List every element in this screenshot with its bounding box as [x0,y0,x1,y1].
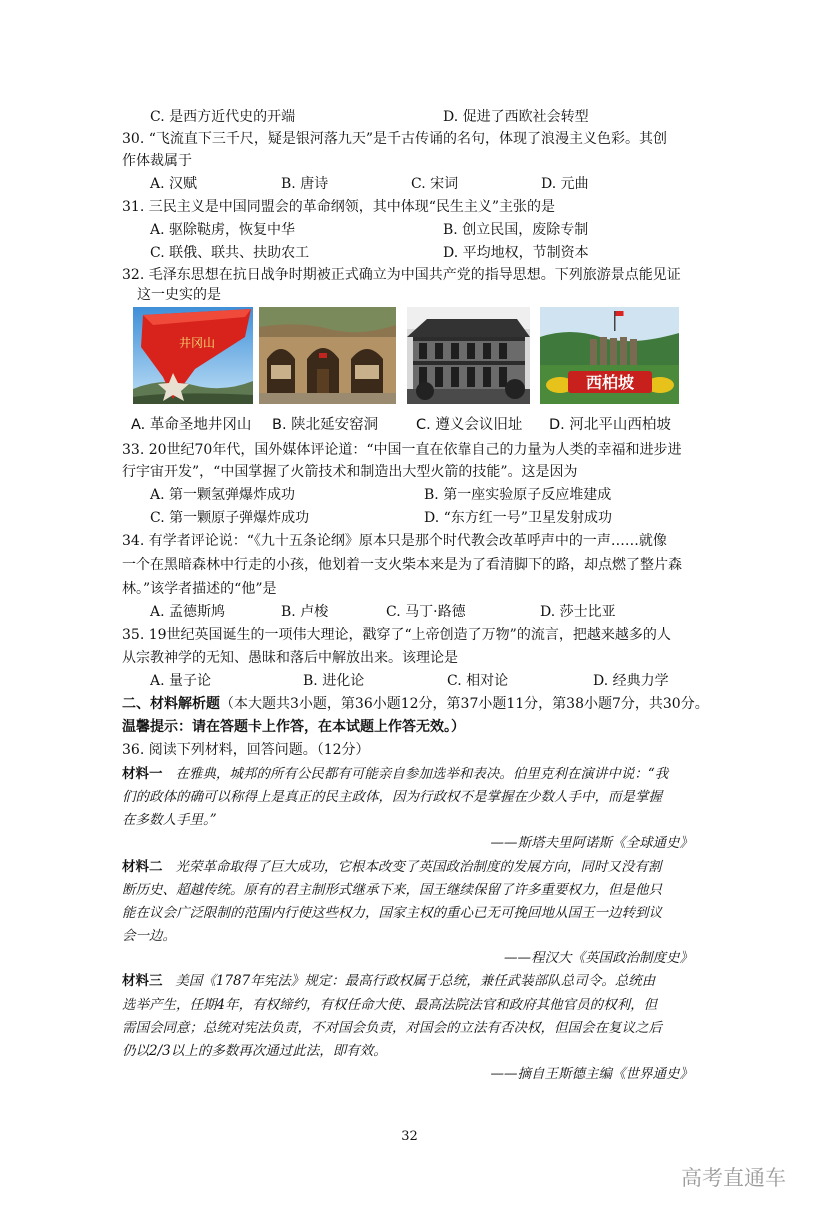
section2-heading [122,694,709,714]
material1-line2: 们的政体的确可以称得上是真正的民主政体，因为行政权不是掌握在少数人手中，而是掌握 [122,789,662,805]
q31-option-a: A. 驱除鞑虏，恢复中华 [150,222,296,238]
watermark: 高考直通车 [681,1166,786,1190]
material3-source: ——摘自王斯德主编《世界通史》 [490,1066,693,1082]
material2-line2: 断历史、超越传统。原有的君主制形式继承下来，国王继续保留了许多重要权力，但是他只 [122,882,662,898]
q31-option-b: B. 创立民国，废除专制 [443,222,589,238]
q30-stem-line1: 30. “飞流直下三千尺，疑是银河落九天”是千古传诵的名句，体现了浪漫主义色彩。其创 [122,131,668,147]
q34-option-b: B. 卢梭 [281,604,329,620]
q36-stem: 36. 阅读下列材料，回答问题。（12分） [122,742,370,758]
q35-option-a: A. 量子论 [150,673,212,689]
q34-option-d: D. 莎士比亚 [540,604,616,620]
material1-source: ——斯塔夫里阿诺斯《全球通史》 [490,835,693,851]
material2-label: 材料二 [122,859,163,875]
q33-stem-line2: 行宇宙开发”，“中国掌握了火箭技术和制造出大型火箭的技能”。这是因为 [122,464,578,480]
q30-option-a: A. 汉赋 [150,176,198,192]
q35-option-b: B. 进化论 [303,673,365,689]
q29-option-c: C. 是西方近代史的开端 [150,109,296,125]
xibaipo-sign-text: 西柏坡 [585,373,635,392]
q34-stem-line3: 林。”该学者描述的“他”是 [122,581,277,597]
material2-line3: 能在议会广泛限制的范围内行使这些权力，国家主权的重心已无可挽回地从国王一边转到议 [122,905,662,921]
material3-line2: 选举产生，任期4年，有权缔约，有权任命大使、最高法院法官和政府其他官员的权利，但 [122,997,658,1013]
q30-option-b: B. 唐诗 [281,176,329,192]
q33-option-c: C. 第一颗原子弹爆炸成功 [150,510,310,526]
q35-option-d: D. 经典力学 [593,673,669,689]
material2-source: ——程汉大《英国政治制度史》 [504,950,693,966]
q30-stem-line2: 作体裁属于 [122,153,192,169]
material3-label: 材料三 [122,973,163,989]
q34-stem-line2: 一个在黑暗森林中行走的小孩，他划着一支火柴本来是为了看清脚下的路，却点燃了整片森 [122,557,682,573]
page-number: 32 [401,1129,418,1144]
q32-stem-line2: 这一史实的是 [137,287,221,303]
material2-line1: 材料二 光荣革命取得了巨大成功，它根本改变了英国政治制度的发展方向，同时又没有割 [122,859,662,875]
q32-option-b: B. 陕北延安窑洞 [272,417,379,433]
q31-stem: 31. 三民主义是中国同盟会的革命纲领，其中体现“民生主义”主张的是 [122,199,556,215]
yanan-cave-photo [259,307,396,404]
section2-tip: 温馨提示：请在答题卡上作答，在本试题上作答无效。） [122,719,465,735]
q32-stem-line1: 32. 毛泽东思想在抗日战争时期被正式确立为中国共产党的指导思想。下列旅游景点能见证 [122,267,681,283]
q35-stem-line1: 35. 19世纪英国诞生的一项伟大理论，戳穿了“上帝创造了万物”的流言，把越来越多的人 [122,627,671,643]
q32-option-c: C. 遵义会议旧址 [416,417,523,433]
q34-option-a: A. 孟德斯鸠 [150,604,226,620]
xibaipo-photo [540,307,679,404]
q32-option-a: A. 革命圣地井冈山 [131,417,252,433]
q33-stem-line1: 33. 20世纪70年代，国外媒体评论道：“中国一直在依靠自己的力量为人类的幸福和进步进 [122,442,682,458]
q34-option-c: C. 马丁·路德 [386,604,466,620]
q35-option-c: C. 相对论 [447,673,509,689]
section2-info: （本大题共3小题，第36小题12分，第37小题11分，第38小题7分，共30分。 [220,696,709,712]
material3-line1: 材料三 美国《1787年宪法》规定：最高行政权属于总统，兼任武装部队总司令。总统由 [122,973,656,989]
q33-option-d: D. “东方红一号”卫星发射成功 [424,510,612,526]
q30-option-d: D. 元曲 [541,176,589,192]
material1-line1: 材料一 在雅典，城邦的所有公民都有可能亲自参加选举和表决。伯里克利在演讲中说：“我 [122,766,669,782]
zunyi-site-photo [407,307,530,404]
material1-line3: 在多数人手里。” [122,812,217,828]
section2-title: 二、材料解析题 [122,696,220,712]
q29-option-d: D. 促进了西欧社会转型 [443,109,589,125]
q35-stem-line2: 从宗教神学的无知、愚昧和落后中解放出来。该理论是 [122,650,458,666]
jinggangshan-photo [133,307,253,404]
material3-line3: 需国会同意；总统对宪法负责，不对国会负责，对国会的立法有否决权，但国会在复议之后 [122,1020,662,1036]
q33-option-a: A. 第一颗氢弹爆炸成功 [150,487,296,503]
material2-line4: 会一边。 [122,928,176,944]
q31-option-c: C. 联俄、联共、扶助农工 [150,245,310,261]
q31-option-d: D. 平均地权，节制资本 [443,245,589,261]
q34-stem-line1: 34. 有学者评论说：“《九十五条论纲》原本只是那个时代教会改革呼声中的一声……就像 [122,533,667,549]
material1-label: 材料一 [122,766,163,782]
material3-line4: 仍以2/3以上的多数再次通过此法，即有效。 [122,1043,387,1059]
jinggangshan-inscription: 井冈山 [179,336,216,350]
q32-option-d: D. 河北平山西柏坡 [549,417,671,433]
q30-option-c: C. 宋词 [411,176,459,192]
q33-option-b: B. 第一座实验原子反应堆建成 [424,487,612,503]
